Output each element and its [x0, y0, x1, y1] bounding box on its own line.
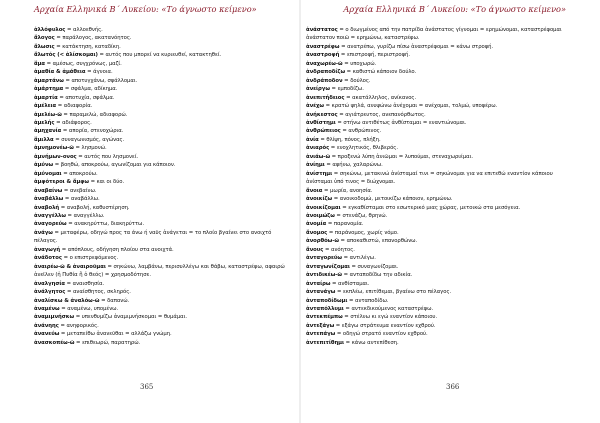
entry-term: ἀνίστημι: [306, 170, 333, 177]
entry-term: ἀναστροφή: [306, 52, 340, 59]
entry-definition: = σηκώνω, μετακινώ ἀνίσταμαί τινι = σηκώνομαι για να επιτεθώ εναντίον κάποιου ἀνίσταμαι ὑπό τινος = διώχνομαι.: [306, 170, 553, 186]
entry-term: ἄλογος: [34, 35, 55, 42]
glossary-entry: [34, 161, 294, 169]
entry-term: ἅμιλλα: [34, 136, 54, 143]
glossary-entry: [306, 322, 566, 330]
glossary-entry: [306, 144, 566, 152]
entry-definition: = παραμελώ, αδιαφορώ.: [61, 111, 128, 118]
entry-definition: = δούλος.: [342, 77, 371, 84]
entry-definition: = στήνω αντιθέτως ἀνθίσταμαι = εναντιώνομαι.: [335, 119, 467, 126]
entry-definition: = αναίσθητος, σκληρός.: [65, 289, 131, 296]
glossary-entry: [34, 102, 294, 110]
glossary-entry: [306, 187, 566, 195]
glossary-entry: [34, 305, 294, 313]
entry-term: ἀντεκπέμπω: [306, 314, 343, 321]
entry-definition: = βοηθώ, αποκρούω, αγωνίζομαι για κάποιον.: [53, 162, 176, 169]
entry-definition: = ανθρώπινος.: [340, 128, 382, 135]
entry-term: ἀναλίσκω & ἀναλόω-ῶ: [34, 297, 100, 304]
glossary-entry: [34, 322, 294, 330]
entry-definition: = παρανομία.: [326, 221, 364, 228]
glossary-entry: [34, 220, 294, 228]
entry-definition: = αναμένω, υπομένω.: [59, 305, 119, 312]
entry-term: ἀνδραποδίζω: [306, 69, 346, 76]
entry-term: ἀνταγορεύω: [306, 255, 342, 262]
entry-term: ἀνανεύω: [34, 331, 60, 338]
entry-term: ἄνομος: [306, 229, 328, 236]
entry-term: ἀνέχω: [306, 103, 324, 110]
entry-term: ἀναβάλλω: [34, 196, 64, 203]
entry-definition: = αλλοεθνής.: [65, 27, 103, 33]
entry-definition: = αδιάφορος.: [54, 119, 92, 126]
glossary-entry: [34, 339, 294, 347]
entry-term: ἀνομία: [306, 221, 327, 228]
entry-term: ἀνταγωνίζομαι: [306, 263, 350, 270]
entry-term: ἀντεπιτίθημι: [306, 339, 345, 346]
glossary-entry: [34, 136, 294, 144]
entry-definition: = καθιστώ κάποιον δούλο.: [345, 69, 417, 76]
glossary-entry: [34, 94, 294, 102]
entry-definition: = μεταπείθω ἀνανεῦθαι = αλλάζω γνώμη.: [59, 331, 172, 338]
entry-definition: = ανακηρύττω, διακηρύττω.: [66, 221, 145, 228]
glossary-entry: [34, 60, 294, 68]
entry-term: ἀνοιμώζω: [306, 212, 335, 219]
entry-definition: = εμποδίζω.: [329, 86, 364, 93]
entry-term: ἀνορθόω-ῶ: [306, 238, 339, 245]
entry-term: ἀναιρέω-ῶ & ἀναιροῦμαι: [34, 263, 106, 270]
glossary-entry: [306, 305, 566, 313]
entry-definition: = ανταποδίδω.: [347, 297, 389, 304]
entry-definition: = συναγωνισμός, αγώνας.: [53, 136, 125, 143]
glossary-entry: [306, 263, 566, 271]
entry-term: ἀνάδοτος: [34, 255, 62, 262]
entry-definition: = απορία, στενοχώρια.: [61, 128, 124, 135]
glossary-entry: [34, 187, 294, 195]
glossary-entry: [34, 111, 294, 119]
entry-definition: = δαπανώ.: [99, 297, 130, 304]
glossary-entry: [306, 297, 566, 305]
glossary-entry: [306, 246, 566, 254]
glossary-entry: [306, 288, 566, 296]
glossary-entry: [306, 102, 566, 110]
glossary-entry: [306, 68, 566, 76]
entry-definition: = θλίψη, πόνος, πλήξη.: [318, 136, 381, 143]
entry-term: ἀναστρέφω: [306, 43, 340, 50]
glossary-entry: [34, 229, 294, 246]
glossary-entry: [306, 51, 566, 59]
entry-term: ἀναλγησία: [34, 280, 65, 287]
entry-definition: = αναβολή, καθυστέρηση.: [59, 204, 130, 211]
entry-definition: = αναγγέλλω.: [65, 212, 105, 219]
glossary-entry: [34, 204, 294, 212]
glossary-entry: [306, 127, 566, 135]
glossary-entry: [306, 77, 566, 85]
glossary-entry: [34, 127, 294, 135]
entry-term: ἀνείργω: [306, 86, 330, 93]
glossary-list: [34, 26, 294, 347]
glossary-entry: [34, 144, 294, 152]
glossary-entry: [306, 229, 566, 237]
glossary-entry: [306, 119, 566, 127]
entry-term: ἀνταίρω: [306, 280, 331, 287]
entry-definition: = υπενθυμίζω ἀναμιμνήσκομαι = θυμάμαι.: [74, 314, 187, 321]
entry-definition: = ανηφορικός.: [58, 322, 99, 329]
glossary-entry: [306, 204, 566, 212]
glossary-entry: [34, 170, 294, 178]
entry-definition: = συναγωνίζομαι.: [349, 263, 399, 270]
entry-term: ἀνήκεστος: [306, 111, 338, 118]
entry-definition: = λησμονώ.: [73, 145, 107, 152]
glossary-entry: [34, 34, 294, 42]
glossary-entry: [306, 195, 566, 203]
glossary-entry: [34, 288, 294, 296]
entry-term: ἀνεπιτήδειος: [306, 94, 345, 101]
entry-term: ἀναβολή: [34, 204, 60, 211]
entry-definition: = ενοχλητικός, θλιβερός.: [329, 145, 398, 152]
entry-term: ἀνιάω-ῶ: [306, 153, 331, 160]
glossary-entry: [34, 263, 294, 280]
entry-term: ἀμελέω-ῶ: [34, 111, 62, 118]
running-header: Αρχαία Ελληνικά Β΄ Λυκείου: «Το άγνωστο κείμενο»: [343, 4, 566, 14]
entry-definition: = ο επιστρεφόμενος.: [61, 255, 119, 262]
entry-definition: = αμέσως, συγχρόνως, μαζί.: [45, 60, 122, 67]
entry-term: ἄλωσις: [34, 43, 55, 50]
entry-term: ἀνασκοπέω-ῶ: [34, 339, 75, 346]
entry-term: ἀναχωρέω-ῶ: [306, 60, 343, 67]
entry-definition: = αναισθησία.: [65, 280, 105, 287]
glossary-entry: [306, 212, 566, 220]
entry-term: ἀμελής: [34, 119, 55, 126]
page-number: 366: [446, 383, 460, 391]
glossary-entry: [34, 26, 294, 34]
entry-term: ἀνθίστημι: [306, 119, 336, 126]
glossary-entry: [34, 77, 294, 85]
entry-definition: = ανεβαίνω.: [62, 187, 97, 194]
glossary-entry: [306, 330, 566, 338]
entry-term: ἅμα: [34, 60, 46, 67]
entry-definition: = αποτυχία, σφάλμα.: [57, 94, 115, 101]
entry-term: ἀναγγέλλω: [34, 212, 66, 219]
glossary-entry: [34, 254, 294, 262]
entry-term: ἀνθρώπειος: [306, 128, 341, 135]
entry-term: ἀνοικίζομαι: [306, 204, 341, 211]
entry-definition: = κατάκτηση, καταδίκη.: [54, 43, 121, 50]
entry-term: ἀνίημι: [306, 162, 325, 169]
entry-definition: = ανταποδίδω την αδικία.: [341, 272, 413, 279]
entry-term: ἁμάρτημα: [34, 86, 64, 93]
entry-definition: = σηκώνω, λαμβάνω, περισυλλέγω και θάβω, καταστρέφω, αφαιρώ ἀνεῖλεν (ἡ Πυθία ἢ ὁ θεός) = χρησμοδότησε.: [34, 263, 285, 279]
entry-term: ἀνάνηης: [34, 322, 59, 329]
entry-definition: = υποχωρώ.: [342, 60, 377, 67]
entry-definition: = παράνομος, χωρίς νόμο.: [327, 229, 399, 236]
entry-term: ἀναγωγή: [34, 246, 61, 253]
entry-term: ἀμφότεροι & ἄμφω: [34, 179, 89, 186]
entry-definition: = εκπλέω, επιτίθεμαι, βγαίνω στο πέλαγος.: [335, 289, 452, 296]
glossary-entry: [306, 161, 566, 169]
glossary-entry: [34, 43, 294, 51]
entry-term: ἀμέλεια: [34, 103, 57, 110]
entry-definition: = μεταφέρω, οδηγώ προς τα άνω ή ναῦς ἀνάγεται = το πλοίο βγαίνει στο ανοιχτό πέλαγος.: [34, 229, 272, 245]
glossary-entry: [34, 51, 294, 59]
glossary-entry: [34, 297, 294, 305]
entry-definition: = ο διωγμένος από την πατρίδα ἀνάστατος γίγνομαι = ερημώνομαι, καταστρέφομαι ἀνάστατον ποιῶ = ερημώνω, καταστρέφω.: [306, 27, 562, 42]
entry-term: ἁμαρτία: [34, 94, 58, 101]
glossary-entry: [306, 153, 566, 161]
glossary-entry: [306, 136, 566, 144]
entry-term: ἀμηχανία: [34, 128, 62, 135]
entry-term: ἀντιδικέω-ῶ: [306, 272, 342, 279]
entry-term: ἀνταπόλλυμι: [306, 305, 344, 312]
glossary-entry: [34, 85, 294, 93]
entry-definition: = αντεκδικούμενος καταστρέφω.: [343, 305, 434, 312]
glossary-entry: [34, 280, 294, 288]
entry-term: ἀντανάγω: [306, 289, 336, 296]
entry-definition: = κρατώ ψηλά, ανυψώνω ἀνέχομαι = ανέχομαι, τολμώ, υποφέρω.: [323, 103, 498, 110]
entry-definition: = κάνω αντεπίθεση.: [344, 339, 399, 346]
entry-definition: = αυτός που λησμονεί.: [76, 153, 139, 160]
entry-definition: = παράλογος, ακατανόητος.: [54, 35, 132, 42]
glossary-entry: [306, 313, 566, 321]
glossary-entry: [34, 212, 294, 220]
entry-term: ἀναγορεύω: [34, 221, 67, 228]
glossary-entry: [34, 153, 294, 161]
entry-definition: = στενάζω, θρηνώ.: [334, 212, 388, 219]
glossary-entry: [306, 280, 566, 288]
entry-definition: = αδιαφορία.: [56, 103, 93, 110]
entry-definition: = ακατάλληλος, ανίκανος.: [344, 94, 417, 101]
entry-definition: = ανατρέπω, γυρίζω πίσω ἀναστρέφομαι = κάνω στροφή.: [339, 43, 494, 50]
entry-term: ἀνδράποδον: [306, 77, 343, 84]
glossary-entry: [306, 60, 566, 68]
glossary-entry: [34, 195, 294, 203]
entry-definition: = αφήνω, χαλαρώνω.: [324, 162, 383, 169]
entry-term: ἀναμιμνήσκω: [34, 314, 75, 321]
entry-definition: = αποτυγχάνω, σφάλλομαι.: [63, 77, 138, 84]
entry-term: ἀνάγω: [34, 229, 53, 236]
entry-term: ἀμύνομαι: [34, 170, 62, 177]
entry-term: ἀντεπάγω: [306, 331, 336, 338]
entry-term: ἀμύνω: [34, 162, 54, 169]
entry-term: ἀνία: [306, 136, 319, 143]
page-number: 365: [140, 383, 154, 391]
glossary-entry: [306, 237, 566, 245]
entry-definition: = αγιάτρευτος, ανεπανόρθωτος.: [337, 111, 426, 118]
glossary-entry: [306, 170, 566, 187]
entry-term: ἄλωτός (< ἁλίσκομαι): [34, 52, 98, 59]
glossary-entry: [34, 330, 294, 338]
glossary-entry: [306, 254, 566, 262]
glossary-entry: [306, 271, 566, 279]
entry-definition: = αυτός που μπορεί να κυριευθεί, κατακτηθεί.: [97, 52, 222, 59]
entry-term: ἄνοια: [306, 187, 323, 194]
entry-definition: = προξενώ λύπη ἀνιῶμαι = λυπούμαι, στεναχωριέμαι.: [330, 153, 474, 160]
entry-term: ἀντεξάγω: [306, 322, 335, 329]
entry-definition: = εξάγω στράτευμα εναντίον εχθρού.: [334, 322, 436, 329]
entry-definition: = και οι δύο.: [88, 179, 125, 186]
entry-definition: = ανόητος.: [323, 246, 355, 253]
glossary-entry: [306, 94, 566, 102]
right-page: [300, 0, 600, 423]
glossary-entry: [306, 43, 566, 51]
entry-definition: = αποκαθιστώ, επανορθώνω.: [338, 238, 418, 245]
glossary-entry: [34, 68, 294, 76]
entry-term: ἀμαθία & ἀμάθεια: [34, 69, 86, 76]
entry-term: ἀνοικίζω: [306, 196, 333, 203]
entry-definition: = αποκρούω.: [61, 170, 98, 177]
entry-definition: = απόπλους, οδήγηση πλοίου στα ανοιχτά.: [60, 246, 174, 253]
glossary-entry: [306, 85, 566, 93]
running-header: Αρχαία Ελληνικά Β΄ Λυκείου: «Το άγνωστο κείμενο»: [34, 4, 257, 14]
entry-definition: = άγνοια.: [85, 69, 113, 76]
entry-term: ἄνους: [306, 246, 324, 253]
glossary-entry: [34, 178, 294, 186]
glossary-entry: [306, 111, 566, 119]
entry-term: ἀνάλγητος: [34, 289, 66, 296]
entry-term: ἁμαρτάνω: [34, 77, 64, 84]
entry-definition: = επιστροφή, περιστροφή.: [339, 52, 410, 59]
entry-term: ἀνιαρός: [306, 145, 330, 152]
glossary-entry: [306, 220, 566, 228]
entry-definition: = στέλνω κι εγώ εναντίον κάποιου.: [342, 314, 438, 321]
entry-term: ἀνάστατος: [306, 27, 338, 33]
entry-definition: = αντιλέγω.: [341, 255, 376, 262]
entry-definition: = μωρία, ανοησία.: [322, 187, 373, 194]
entry-definition: = οδηγώ στρατό εναντίον εχθρού.: [335, 331, 428, 338]
entry-definition: = επιθεωρώ, παρατηρώ.: [74, 339, 141, 346]
entry-definition: = εγκαθίσταμαι στο εσωτερικό μιας χώρας, μετοικώ στα μεσόγεια.: [340, 204, 521, 211]
glossary-list: [306, 26, 566, 347]
glossary-entry: [34, 246, 294, 254]
glossary-entry: [306, 26, 566, 43]
entry-term: ἀλλόφυλος: [34, 27, 66, 33]
glossary-entry: [306, 339, 566, 347]
entry-term: ἀναμένω: [34, 305, 60, 312]
entry-definition: = ανθίσταμαι.: [330, 280, 370, 287]
entry-definition: = ανοικοδομώ, μετοικίζω κάποιον, ερημώνω.: [332, 196, 453, 203]
glossary-entry: [34, 119, 294, 127]
entry-definition: = αναβάλλω.: [63, 196, 100, 203]
entry-term: ἀνταποδίδωμι: [306, 297, 348, 304]
entry-definition: = σφάλμα, αδίκημα.: [63, 86, 118, 93]
entry-term: ἀμνήμων-ονος: [34, 153, 77, 160]
entry-term: ἀναβαίνω: [34, 187, 63, 194]
entry-term: ἀμνημονέω-ῶ: [34, 145, 74, 152]
glossary-entry: [34, 313, 294, 321]
